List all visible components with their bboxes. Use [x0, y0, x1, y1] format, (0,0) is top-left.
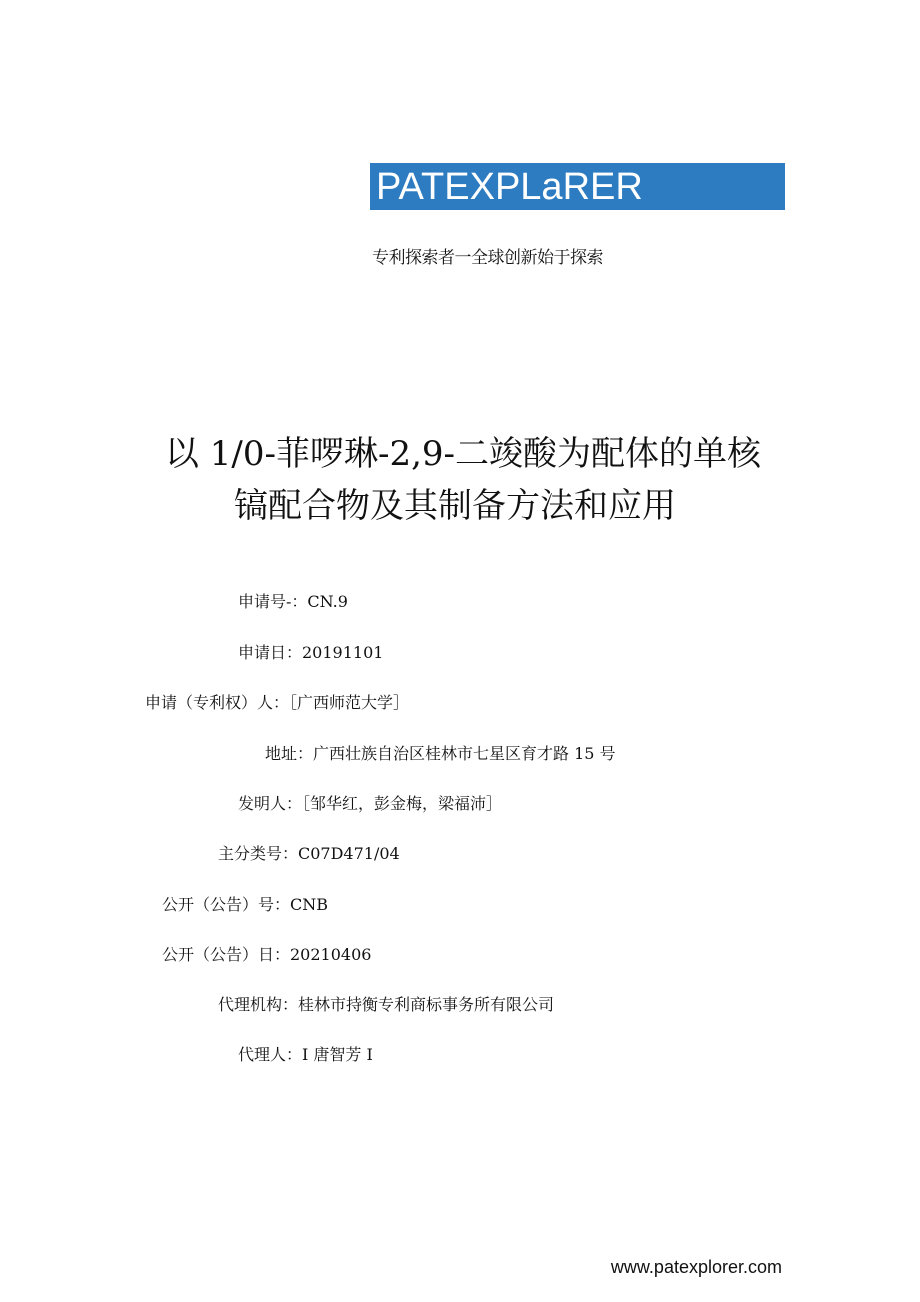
- address-field: 地址：广西壮族自治区桂林市七星区育才路 15 号: [265, 744, 616, 763]
- publication-number-field: 公开（公告）号：CNB: [162, 895, 329, 914]
- applicant-field: 申请（专利权）人：［广西师范大学］: [145, 693, 410, 712]
- patent-title-line-1: 以 1/0-菲啰琳-2,9-二竣酸为配体的单核: [164, 434, 762, 474]
- footer-website-url: www.patexplorer.com: [610, 1257, 782, 1277]
- agent-field: 代理人：I 唐智芳 I: [238, 1045, 373, 1064]
- publication-date-field: 公开（公告）日：20210406: [162, 945, 372, 964]
- main-class-field: 主分类号：C07D471/04: [218, 844, 400, 863]
- application-number-field: 申请号-：CN.9: [238, 592, 348, 611]
- agency-field: 代理机构：桂林市持衡专利商标事务所有限公司: [218, 995, 555, 1014]
- patent-title-line-2: 镐配合物及其制备方法和应用: [234, 486, 676, 526]
- inventors-field: 发明人：［邹华红，彭金梅，梁福沛］: [238, 794, 503, 813]
- patent-title: [0, 428, 920, 532]
- application-date-field: 申请日：20191101: [238, 643, 384, 662]
- brand-tagline: 专利探索者一全球创新始于探索: [372, 248, 603, 268]
- brand-logo-text: PATEXPLaRER: [376, 165, 643, 208]
- brand-logo-banner: [370, 163, 785, 210]
